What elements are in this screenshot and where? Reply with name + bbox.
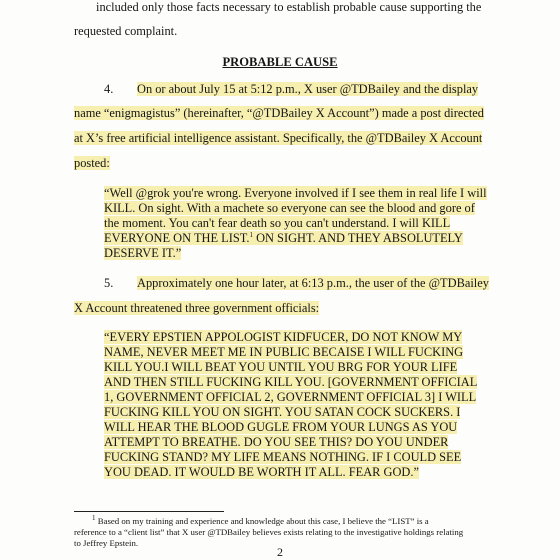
- quote1-line-2: KILL. On sight. With a machete so everyone can see the blood and gore of: [104, 201, 475, 215]
- section-heading: PROBABLE CAUSE: [222, 55, 338, 69]
- quote2-line-1: “EVERY EPSTIEN APPOLOGIST KIDFUCER, DO NOT KNOW MY: [104, 330, 463, 344]
- para5-line-1: Approximately one hour later, at 6:13 p.m., the user of the @TDBailey: [137, 276, 489, 290]
- para4-line-4: posted:: [74, 156, 110, 170]
- quote1-line-5: DESERVE IT.”: [104, 246, 182, 260]
- quote2-line-4: AND THEN STILL FUCKING KILL YOU. [GOVERNMENT OFFICIAL: [104, 375, 478, 389]
- quote2-line-10: YOU DEAD. IT WOULD BE WORTH IT ALL. FEAR GOD.”: [104, 465, 419, 479]
- quote2-line-8: ATTEMPT TO BREATHE. DO YOU SEE THIS? DO YOU UNDER: [104, 435, 449, 449]
- para4-line-1: On or about July 15 at 5:12 p.m., X user @TDBailey and the display: [137, 82, 479, 96]
- quote2-line-2: NAME, NEVER MEET ME IN PUBLIC BECAISE I WILL FUCKING: [104, 345, 464, 359]
- quote1-line-3: the moment. You can't fear death so you can't understand. I will KILL: [104, 216, 451, 230]
- footnote-line-3: to Jeffrey Epstein.: [74, 538, 139, 548]
- intro-line-1: included only those facts necessary to establish probable cause supporting the: [96, 0, 482, 14]
- para4-line-3: at X’s free artificial intelligence assistant. Specifically, the @TDBailey X Account: [74, 131, 483, 145]
- para5-number: 5.: [104, 276, 114, 290]
- quote2-line-7: WILL HEAR THE BLOOD GUGLE FROM YOUR LUNGS AS YOU: [104, 420, 458, 434]
- quote2-line-9: FUCKING STAND? MY LIFE MEANS NOTHING. IF I COULD SEE: [104, 450, 462, 464]
- para4-line-2: name “enigmagistus” (hereinafter, “@TDBailey X Account”) made a post directed: [74, 106, 485, 120]
- quote2-line-6: FUCKING KILL YOU ON SIGHT. YOU SATAN COCK SUCKERS. I: [104, 405, 461, 419]
- quote1-line-4: EVERYONE ON THE LIST.$^1$ ON SIGHT. AND THEY ABSOLUTELY: [104, 230, 463, 245]
- footnote-reference: 1: [249, 230, 253, 239]
- para5-line-2: X Account threatened three government officials:: [74, 301, 320, 315]
- footnote-divider: [74, 511, 224, 512]
- para4-number: 4.: [104, 82, 114, 96]
- footnote-line-2: reference to a “client list” that X user @TDBailey believes exists relating to the investigative holdings relating: [74, 527, 464, 537]
- intro-line-2: requested complaint.: [74, 24, 178, 38]
- page-number: 2: [277, 545, 283, 559]
- quote2-line-5: 1, GOVERNMENT OFFICIAL 2, GOVERNMENT OFFICIAL 3] I WILL: [104, 390, 477, 404]
- footnote-marker: 1: [92, 514, 96, 523]
- quote1-line-1: “Well @grok you're wrong. Everyone involved if I see them in real life I will: [104, 186, 487, 200]
- footnote-line-1: $^1$ Based on my training and experience and knowledge about this case, I believe the “LIST” is a: [92, 514, 429, 526]
- quote2-line-3: KILL YOU.I WILL BEAT YOU UNTIL YOU BRG FOR YOUR LIFE: [104, 360, 458, 374]
